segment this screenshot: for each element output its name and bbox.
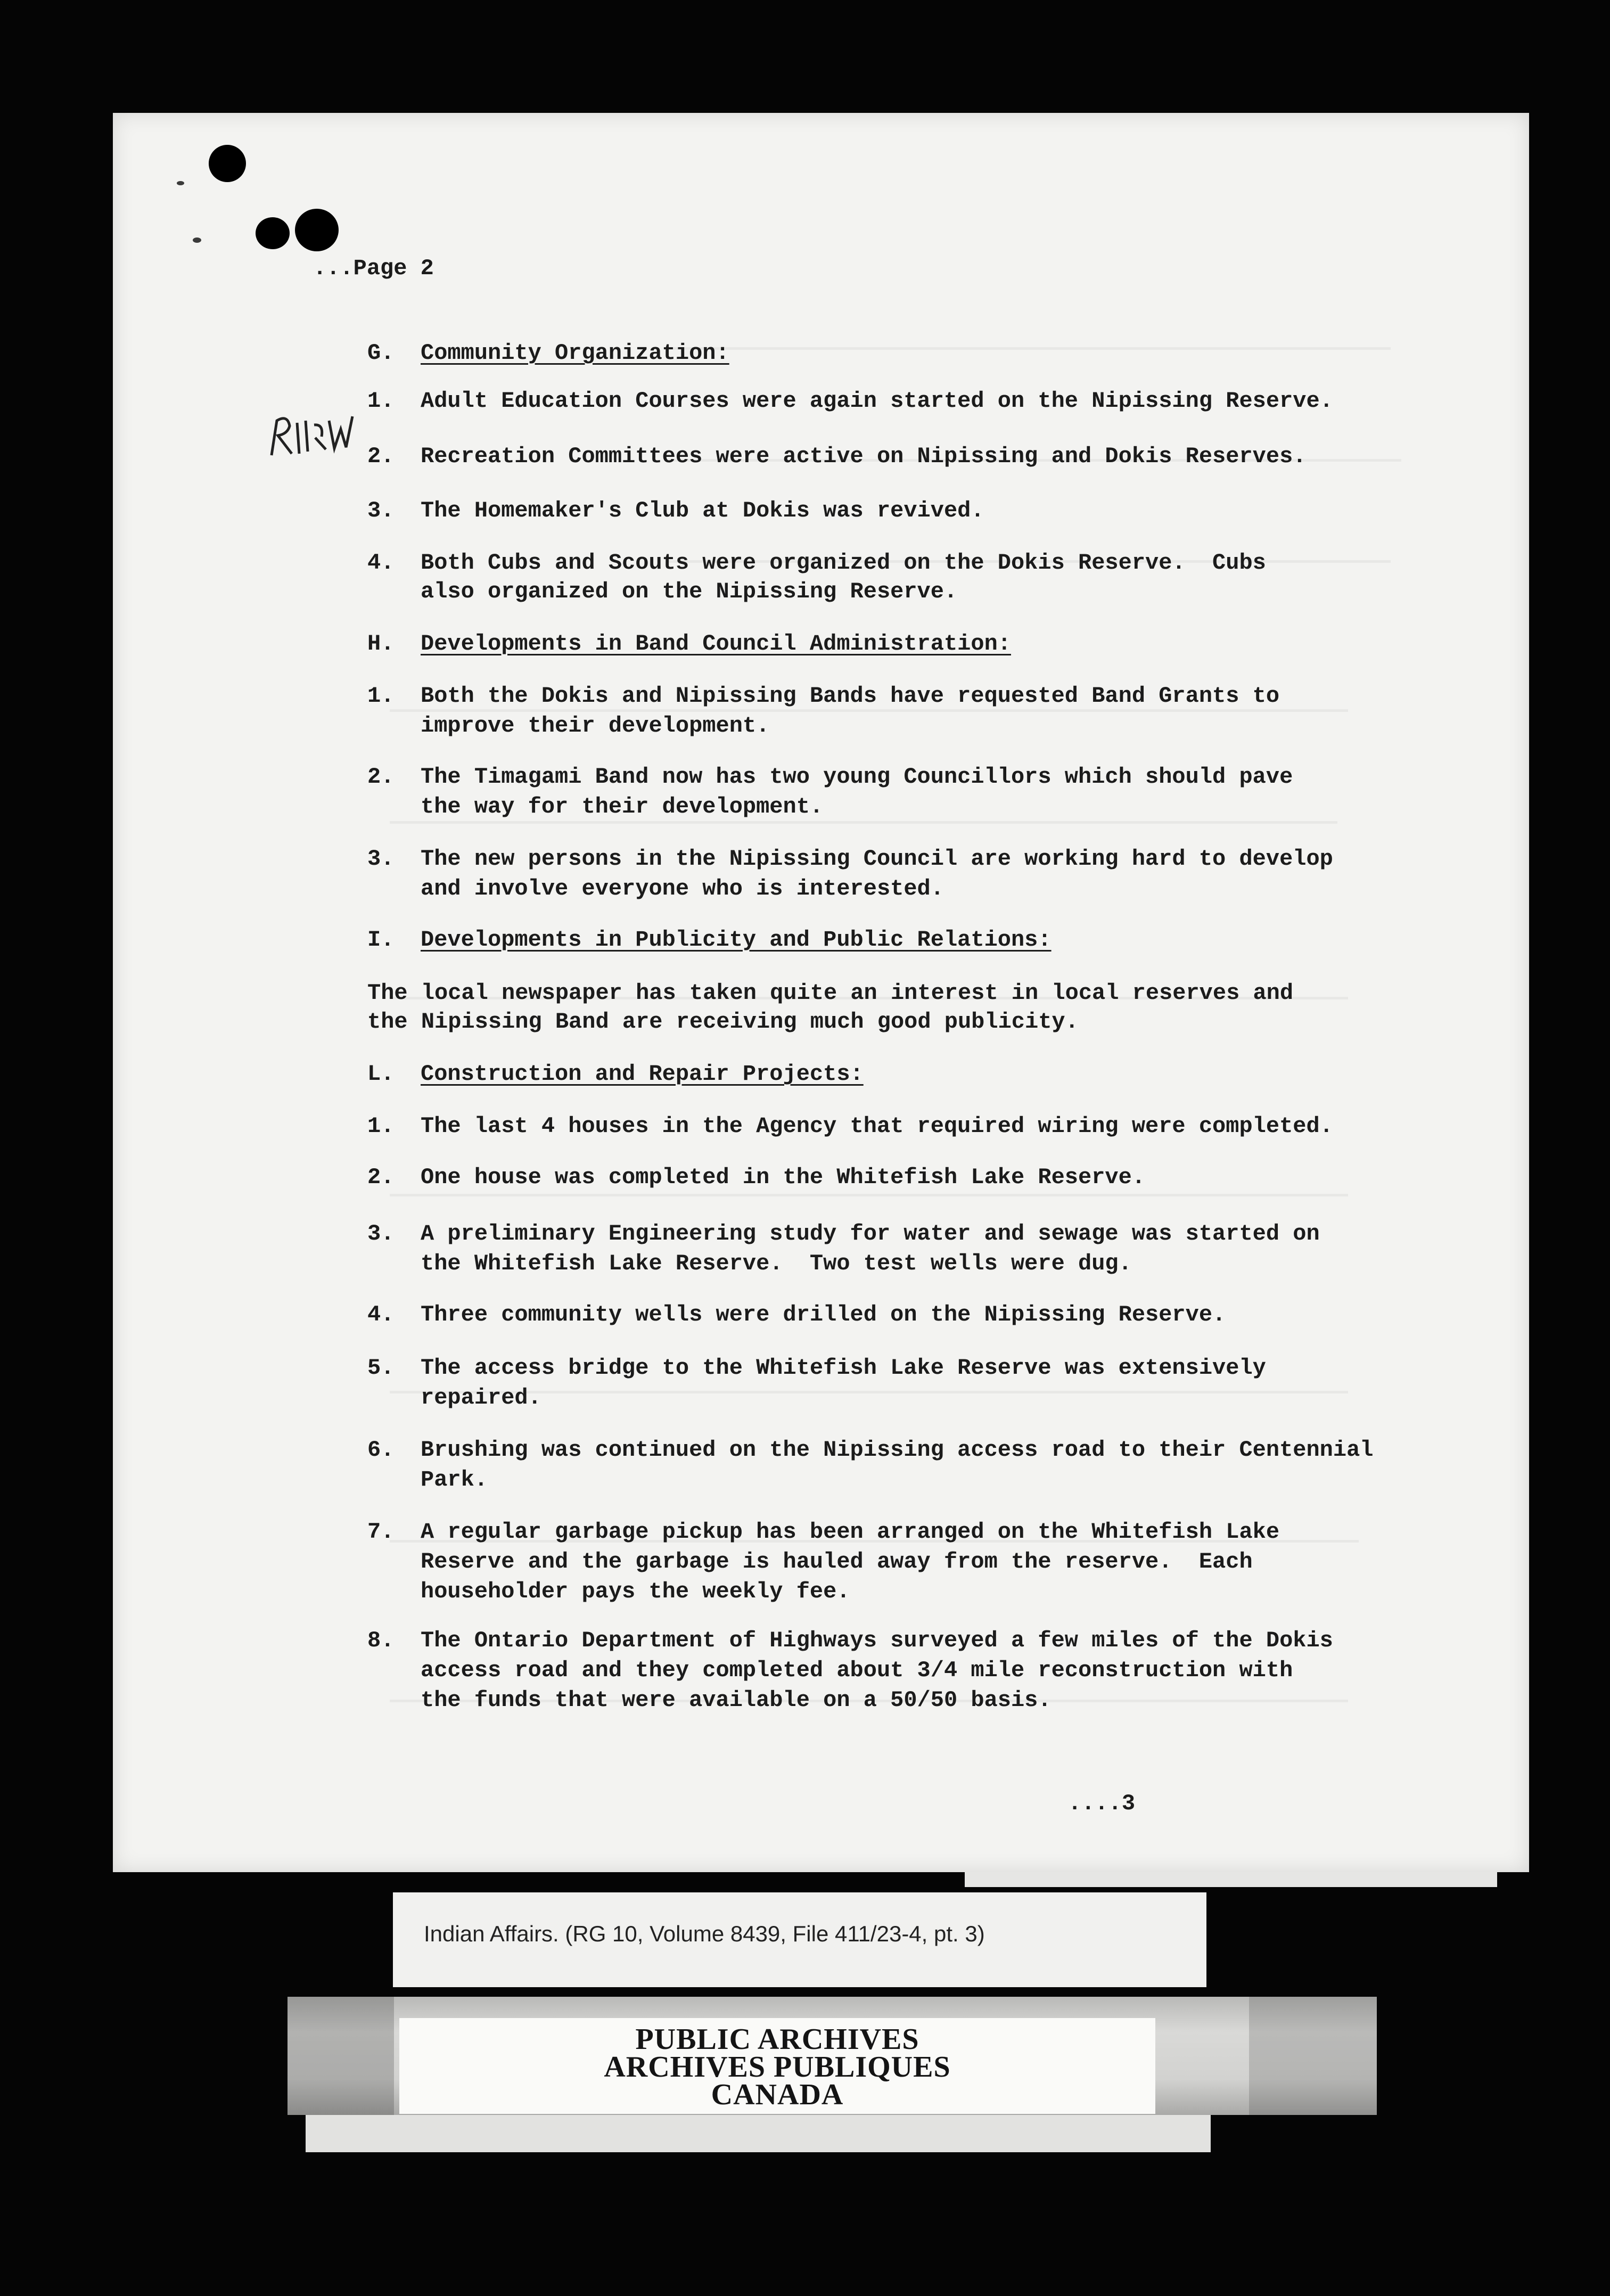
- item-text: Both Cubs and Scouts were organized on the Dokis Reserve. Cubs: [421, 550, 1266, 576]
- archive-reference: Indian Affairs. (RG 10, Volume 8439, File 411/23-4, pt. 3): [424, 1921, 985, 1946]
- archive-stamp: [399, 2018, 1155, 2114]
- page-edge: [965, 1872, 1497, 1887]
- archive-caption-card: [393, 1892, 1206, 1987]
- punch-hole-mark: [256, 217, 290, 249]
- handwritten-initials-signature: [266, 405, 357, 463]
- bleed-through-line: [667, 347, 1391, 350]
- item-number: 3.: [367, 498, 395, 523]
- section-heading: Developments in Band Council Administration:: [421, 631, 1011, 657]
- section-heading: Construction and Repair Projects:: [421, 1061, 864, 1087]
- item-text: The Timagami Band now has two young Councillors which should pave: [421, 764, 1293, 790]
- item-text: The Homemaker's Club at Dokis was revived.: [421, 498, 984, 523]
- item-text: The access bridge to the Whitefish Lake Reserve was extensively: [421, 1355, 1266, 1381]
- section-letter: I.: [367, 927, 395, 953]
- section-letter: L.: [367, 1061, 395, 1087]
- item-number: 2.: [367, 764, 395, 790]
- item-text: A preliminary Engineering study for water and sewage was started on: [421, 1221, 1320, 1247]
- item-text: The Ontario Department of Highways surveyed a few miles of the Dokis: [421, 1628, 1333, 1653]
- stamp-band-shadow: [288, 1997, 394, 2115]
- section-letter: G.: [367, 340, 395, 366]
- stamp-line: CANADA: [711, 2078, 844, 2111]
- item-text: also organized on the Nipissing Reserve.: [421, 579, 958, 604]
- item-text: Both the Dokis and Nipissing Bands have requested Band Grants to: [421, 683, 1280, 709]
- item-number: 6.: [367, 1437, 395, 1463]
- item-text: Reserve and the garbage is hauled away from the reserve. Each: [421, 1549, 1253, 1575]
- item-number: 2.: [367, 444, 395, 469]
- item-text: the Whitefish Lake Reserve. Two test wells were dug.: [421, 1251, 1132, 1276]
- ink-speck: [193, 237, 201, 243]
- item-number: 7.: [367, 1519, 395, 1545]
- bleed-through-line: [390, 1194, 1348, 1196]
- item-text: A regular garbage pickup has been arranged on the Whitefish Lake: [421, 1519, 1280, 1545]
- item-text: the way for their development.: [421, 794, 824, 819]
- archive-stamp-text: [399, 2023, 1155, 2111]
- item-number: 3.: [367, 846, 395, 872]
- item-number: 1.: [367, 683, 395, 709]
- section-letter: H.: [367, 631, 395, 657]
- item-number: 5.: [367, 1355, 395, 1381]
- item-text: Adult Education Courses were again started on the Nipissing Reserve.: [421, 388, 1333, 414]
- item-text: householder pays the weekly fee.: [421, 1579, 850, 1604]
- item-text: One house was completed in the Whitefish Lake Reserve.: [421, 1165, 1146, 1190]
- punch-hole-mark: [295, 209, 339, 251]
- ink-speck: [177, 181, 184, 185]
- item-number: 2.: [367, 1165, 395, 1190]
- punch-hole-mark: [209, 145, 246, 182]
- item-number: 3.: [367, 1221, 395, 1247]
- item-text: The new persons in the Nipissing Council are working hard to develop: [421, 846, 1333, 872]
- stamp-line: ARCHIVES PUBLIQUES: [604, 2051, 951, 2084]
- item-text: The last 4 houses in the Agency that required wiring were completed.: [421, 1113, 1333, 1139]
- item-text: and involve everyone who is interested.: [421, 876, 944, 901]
- item-text: Three community wells were drilled on the Nipissing Reserve.: [421, 1302, 1226, 1327]
- item-number: 1.: [367, 388, 395, 414]
- item-text: Brushing was continued on the Nipissing access road to their Centennial: [421, 1437, 1374, 1463]
- stamp-bottom-strip: [306, 2115, 1211, 2152]
- item-text: Park.: [421, 1467, 488, 1493]
- item-number: 8.: [367, 1628, 395, 1653]
- stamp-band-shadow: [1249, 1997, 1377, 2115]
- item-text: access road and they completed about 3/4 mile reconstruction with: [421, 1658, 1293, 1683]
- stamp-line: PUBLIC ARCHIVES: [635, 2023, 919, 2056]
- paragraph-text: the Nipissing Band are receiving much good publicity.: [367, 1009, 1079, 1035]
- item-text: repaired.: [421, 1385, 541, 1411]
- item-text: the funds that were available on a 50/50 basis.: [421, 1687, 1052, 1713]
- section-heading: Developments in Publicity and Public Relations:: [421, 927, 1052, 953]
- page-header: ...Page 2: [313, 256, 434, 281]
- item-number: 4.: [367, 1302, 395, 1327]
- continuation-marker: ....3: [1068, 1791, 1136, 1816]
- item-number: 1.: [367, 1113, 395, 1139]
- paragraph-text: The local newspaper has taken quite an interest in local reserves and: [367, 980, 1294, 1006]
- item-text: Recreation Committees were active on Nipissing and Dokis Reserves.: [421, 444, 1307, 469]
- item-number: 4.: [367, 550, 395, 576]
- section-heading: Community Organization:: [421, 340, 729, 366]
- item-text: improve their development.: [421, 713, 770, 739]
